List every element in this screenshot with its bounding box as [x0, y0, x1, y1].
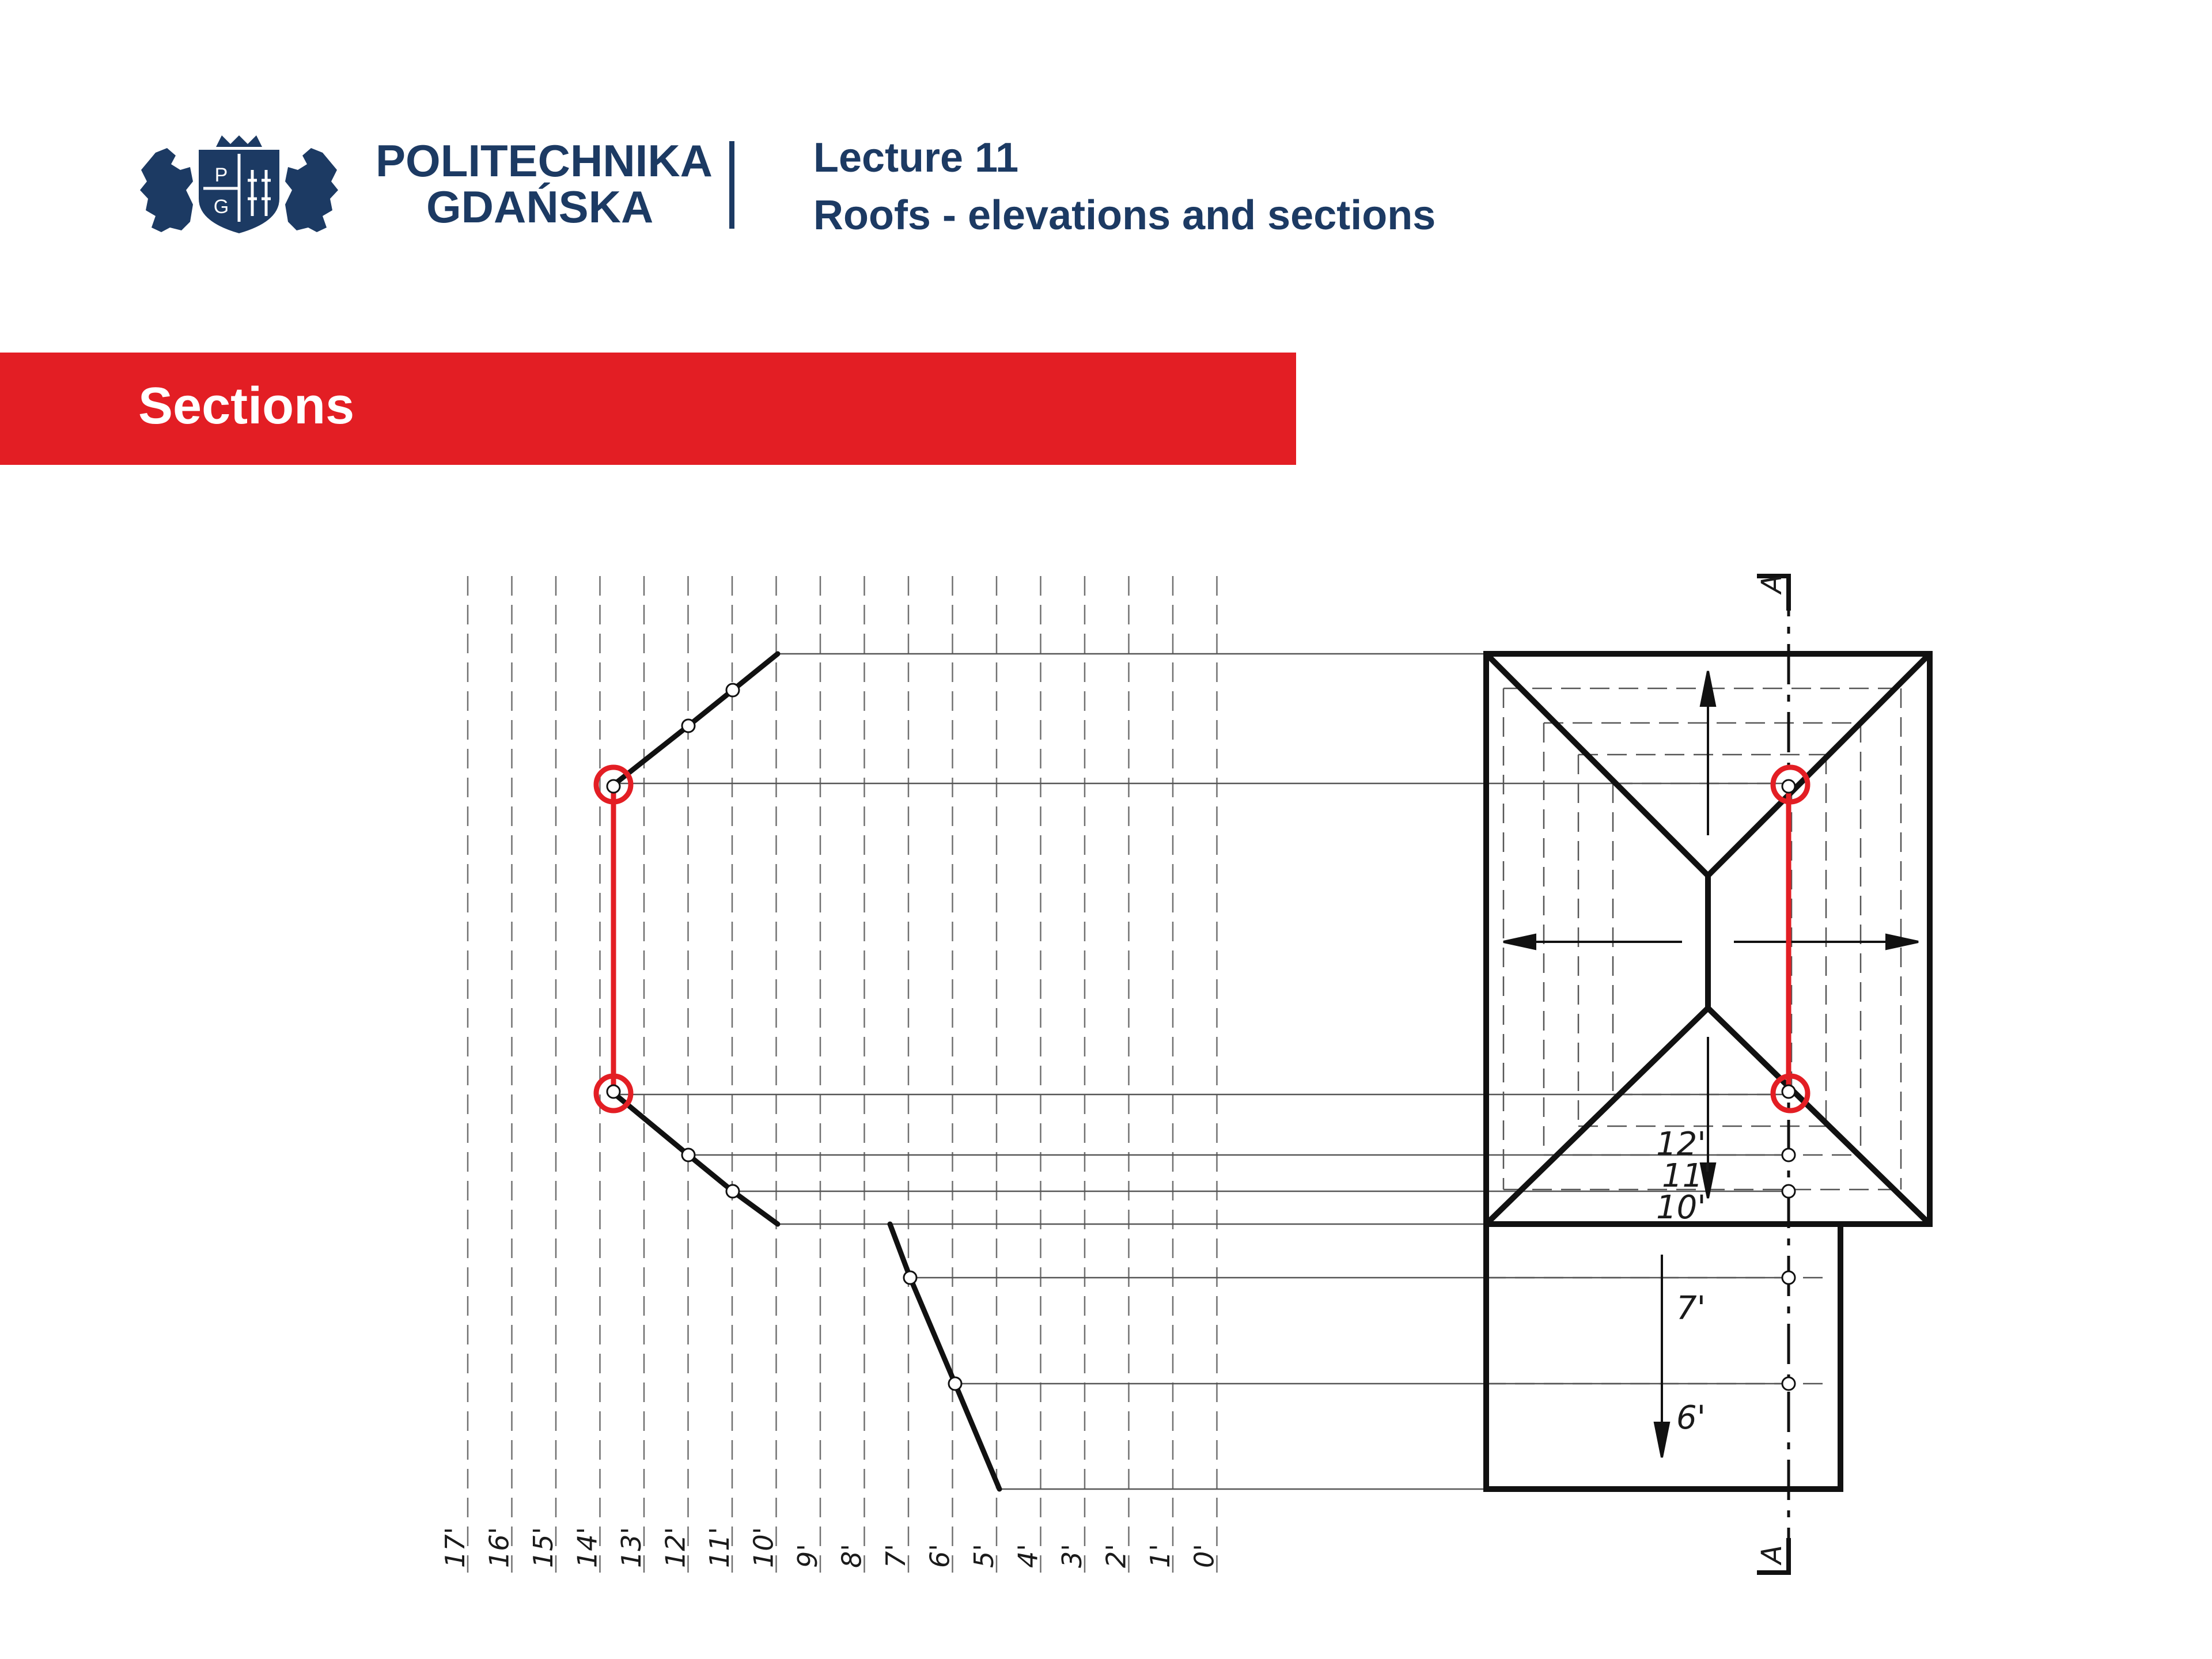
slope-arrows [1503, 671, 1918, 1457]
reference-label: 5' [968, 1544, 999, 1568]
reference-labels [440, 1527, 1220, 1568]
point-markers [607, 684, 1795, 1390]
lecture-topic: Roofs - elevations and sections [813, 192, 1436, 238]
reference-label: 6' [924, 1544, 956, 1568]
plan-label-7: 7' [1676, 1290, 1706, 1327]
section-marker-top: A [1756, 574, 1788, 593]
reference-label: 8' [836, 1544, 868, 1568]
reference-label: 17' [440, 1527, 471, 1568]
reference-label: 1' [1145, 1544, 1176, 1568]
reference-label: 11' [704, 1527, 735, 1568]
plan-label-11: 11' [1662, 1157, 1712, 1195]
highlight-circles [596, 767, 1808, 1111]
reference-label: 12' [660, 1527, 691, 1568]
reference-label: 3' [1056, 1544, 1088, 1568]
plan-label-12: 12' [1656, 1126, 1706, 1163]
plan-label-6: 6' [1676, 1399, 1706, 1437]
reference-label: 7' [880, 1544, 911, 1568]
reference-label: 13' [616, 1527, 647, 1568]
section-marker-bottom: A [1756, 1545, 1788, 1564]
logo-letter-p: P [214, 164, 228, 186]
reference-label: 2' [1100, 1544, 1132, 1568]
plan-label-10: 10' [1656, 1189, 1706, 1226]
lecture-number: Lecture 11 [813, 135, 1019, 181]
reference-label: 4' [1012, 1544, 1044, 1568]
university-name-line-1: POLITECHNIKA [376, 135, 713, 186]
reference-lines [468, 576, 1217, 1573]
reference-label: 0' [1188, 1544, 1220, 1568]
reference-label: 15' [528, 1527, 559, 1568]
university-name-line-2: GDAŃSKA [426, 181, 654, 232]
reference-label: 9' [792, 1544, 823, 1568]
reference-label: 14' [571, 1527, 603, 1568]
reference-label: 10' [748, 1527, 779, 1568]
roof-section-profile [612, 654, 999, 1489]
section-title: Sections [138, 377, 355, 435]
logo-letter-g: G [213, 196, 229, 218]
reference-label: 16' [483, 1527, 515, 1568]
